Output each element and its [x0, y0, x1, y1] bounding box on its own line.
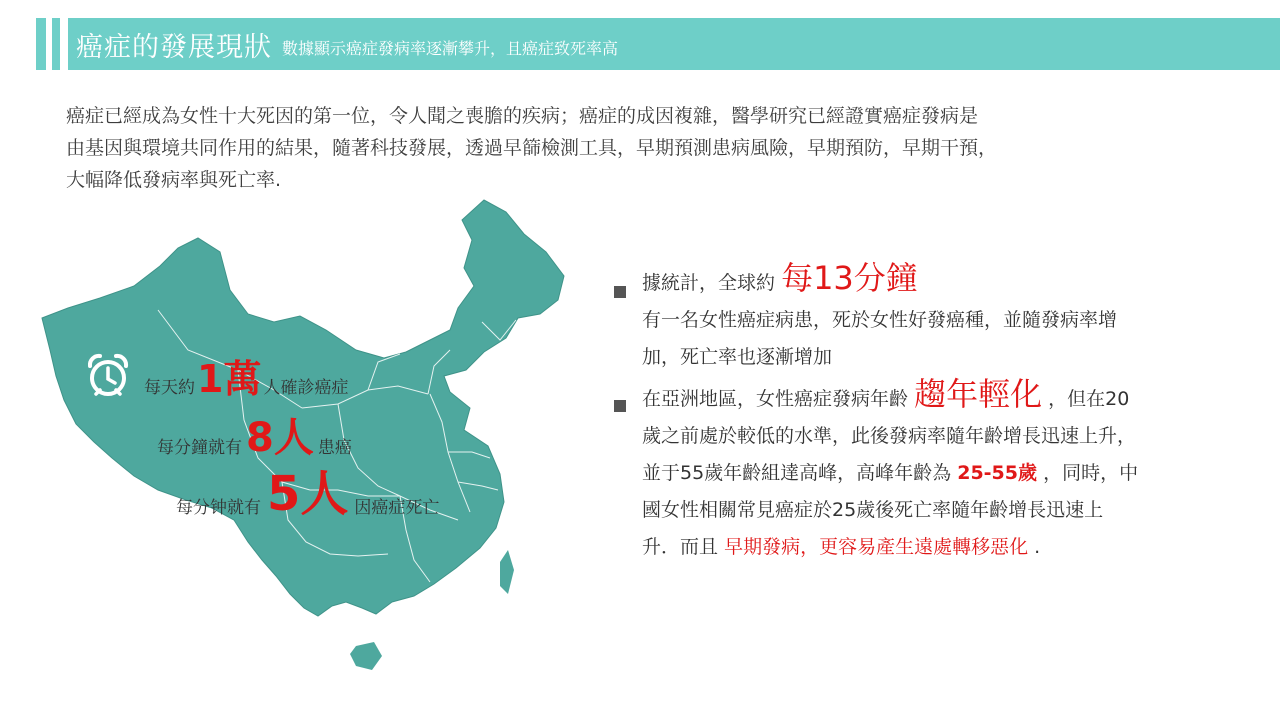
bullet-text: 據統計，全球約 — [642, 272, 776, 294]
page-title: 癌症的發展現狀 — [76, 31, 272, 63]
bullet-line: 有一名女性癌症病患，死於女性好發癌種，並隨發病率增 — [642, 309, 1118, 331]
bullet-text: ，同時，中 — [1043, 462, 1139, 484]
stat-per-minute-deaths — [176, 466, 440, 522]
highlight-text: 趨年輕化 — [914, 375, 1043, 413]
stat-number: 8人 — [246, 415, 314, 461]
page-subtitle: 數據顯示癌症發病率逐漸攀升，且癌症致死率高 — [282, 38, 619, 58]
bullet-line: 加，死亡率也逐漸增加 — [642, 346, 833, 368]
stat-prefix: 每天約 — [144, 378, 195, 398]
stat-number: 5人 — [267, 466, 349, 522]
bullet-text: 升．而且 — [642, 536, 719, 558]
bullet-line — [642, 259, 1262, 302]
intro-line: 大幅降低發病率與死亡率. — [66, 169, 282, 191]
stat-number: 1萬 — [197, 357, 262, 401]
header-accent-bar — [52, 18, 60, 70]
header-band — [68, 18, 1280, 70]
map-island-taiwan — [500, 550, 514, 594]
alarm-clock-icon — [84, 352, 132, 400]
bullet-list — [612, 259, 1262, 566]
bullet-text: 並于55歲年齡組達高峰，高峰年齡為 — [642, 462, 952, 484]
stat-suffix: 患癌 — [317, 438, 352, 458]
header-accent-bar — [36, 18, 46, 70]
bullet-line: 歲之前處於較低的水準，此後發病率隨年齡增長迅速上升， — [642, 425, 1137, 447]
bullet-line — [642, 375, 1262, 418]
bullet-text: ，但在20 — [1048, 388, 1130, 410]
stat-per-minute-cases — [157, 415, 352, 461]
map-island-hainan — [350, 642, 382, 670]
stat-daily-diagnoses — [144, 357, 349, 401]
highlight-text: 每13分鐘 — [781, 259, 918, 297]
intro-paragraph — [66, 100, 1236, 196]
intro-line: 癌症已經成為女性十大死因的第一位，令人聞之喪膽的疾病；癌症的成因複雜，醫學研究已經證實癌症發病是 — [66, 105, 979, 127]
stat-prefix: 每分钟就有 — [176, 498, 261, 518]
highlight-text: 25-55歲 — [957, 462, 1038, 484]
bullet-item — [612, 375, 1262, 566]
bullet-square-icon — [614, 286, 626, 298]
bullet-line — [642, 455, 1262, 492]
bullet-text: 在亞洲地區，女性癌症發病年齡 — [642, 388, 909, 410]
stat-prefix: 每分鐘就有 — [157, 438, 242, 458]
bullet-line — [642, 529, 1262, 566]
highlight-text: 早期發病，更容易產生遠處轉移惡化 — [724, 536, 1029, 558]
stat-suffix: 因癌症死亡 — [354, 498, 440, 518]
bullet-square-icon — [614, 400, 626, 412]
stat-suffix: 人確診癌症 — [263, 378, 349, 398]
intro-line: 由基因與環境共同作用的結果，隨著科技發展，透過早篩檢測工具，早期預測患病風險，早期預防，早期干預， — [66, 137, 998, 159]
bullet-line: 國女性相關常見癌症於25歲後死亡率隨年齡增長迅速上 — [642, 499, 1104, 521]
bullet-text: . — [1034, 536, 1041, 558]
bullet-item — [612, 259, 1262, 376]
